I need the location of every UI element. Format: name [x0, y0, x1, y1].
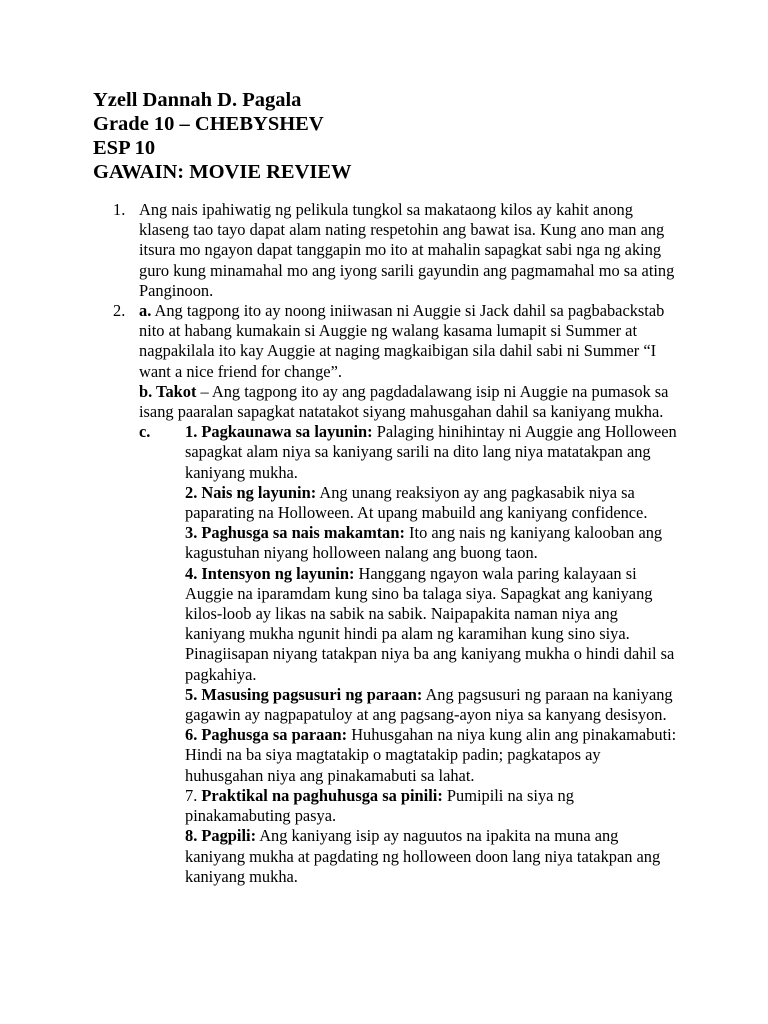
answer-a-label: a.: [139, 301, 152, 321]
answer-c-step-3: [139, 523, 678, 563]
answer-b-label: b. Takot: [139, 381, 197, 401]
step-text: Huhusgahan na niya kung alin ang pinakamabuti: Hindi na ba siya magtatakip o magtatakip padin; pagkatapos ay huhusgahan niya ang pinakamabuti sa lahat.: [185, 725, 677, 785]
step-label: 1. Pagkaunawa sa layunin:: [185, 422, 373, 442]
step-label: 2. Nais ng layunin:: [185, 482, 317, 502]
answer-c-step-2: [139, 483, 678, 523]
step-text: Ito ang nais ng kaniyang kalooban ang kagustuhan niyang holloween nalang ang buong taon.: [185, 523, 663, 563]
answer-c-step-6: [139, 725, 678, 786]
answer-c-step-4: [139, 564, 678, 685]
answer-c-label: c.: [139, 422, 151, 442]
answer-c-step-1: [139, 422, 678, 483]
item-1-text: Ang nais ipahiwatig ng pelikula tungkol sa makataong kilos ay kahit anong klaseng tao tayo dapat alam nating respetohin ang bawat isa. Kung ano man ang itsura mo ngayon dapat tanggapin mo ito at mahalin sapagkat sabi nga ng aking guro kung minamahal mo ang iyong sarili gayundin ang pagmamahal mo sa ating Panginoon.: [139, 200, 675, 300]
step-text: Hanggang ngayon wala paring kalayaan si Auggie na iparamdam kung sino ba talaga siya. Sapagkat ang kaniyang kilos-loob ay likas na sabik na sabik. Naipapakita naman niya ang kaniyang mukha ngunit hindi pa alam ng karamihan kung sino siya. Pinagiisapan niyang tatakpan niya ba ang kaniyang mukha o hindi dahil sa pagkahiya.: [185, 563, 675, 684]
step-label: 8. Pagpili:: [185, 826, 257, 846]
answer-b: [139, 382, 678, 422]
document-header: [93, 88, 352, 184]
step-label: 5. Masusing pagsusuri ng paraan:: [185, 684, 423, 704]
list-item-1: [113, 200, 678, 301]
step-text: Pumipili na siya ng pinakamabuting pasya.: [185, 785, 574, 826]
document-body: [113, 200, 678, 887]
step-text: Ang pagsusuri ng paraan na kaniyang gagawin ay nagpapatuloy at ang pagsang-ayon niya sa kanyang desisyon.: [185, 684, 673, 725]
answer-c-step-8: [139, 826, 678, 887]
student-name: Yzell Dannah D. Pagala: [93, 89, 302, 111]
step-label: 6. Paghusga sa paraan:: [185, 725, 348, 745]
answer-c-step-5: [139, 685, 678, 725]
step-text: Ang unang reaksiyon ay ang pagkasabik niya sa paparating na Holloween. At upang mabuild ang kaniyang confidence.: [185, 482, 648, 523]
answer-c-step-7: [139, 786, 678, 826]
item-number: 1.: [113, 200, 126, 219]
step-label: Praktikal na paghuhusga sa pinili:: [201, 785, 443, 805]
step-prefix: 7.: [185, 785, 202, 805]
answer-b-text: – Ang tagpong ito ay ang pagdadalawang isip ni Auggie na pumasok sa isang paaralan sapagkat natatakot siyang mahusgahan dahil sa kaniyang mukha.: [139, 381, 669, 422]
step-label: 3. Paghusga sa nais makamtan:: [185, 523, 405, 543]
item-number: 2.: [113, 301, 126, 321]
activity-title: GAWAIN: MOVIE REVIEW: [93, 161, 352, 183]
subject: ESP 10: [93, 137, 156, 159]
answer-a: [139, 301, 678, 382]
step-text: Ang kaniyang isip ay naguutos na ipakita na muna ang kaniyang mukha at pagdating ng holloween doon lang niya tatakpan ang kaniyang mukha.: [185, 826, 661, 886]
step-label: 4. Intensyon ng layunin:: [185, 563, 355, 583]
grade-section: Grade 10 – CHEBYSHEV: [93, 113, 324, 135]
step-text: Palaging hinihintay ni Auggie ang Holloween sapagkat alam niya sa kaniyang sarili na dito lang niya matatakpan ang kaniyang mukha.: [185, 422, 677, 482]
answer-a-text: Ang tagpong ito ay noong iniiwasan ni Auggie si Jack dahil sa pagbabackstab nito at habang kumakain si Auggie ng walang kasama lumapit si Summer at nagpakilala ito kay Auggie at naging magkaibigan sila dahil sabi ni Summer “I want a nice friend for change”.: [139, 301, 665, 381]
list-item-2: [113, 301, 678, 887]
